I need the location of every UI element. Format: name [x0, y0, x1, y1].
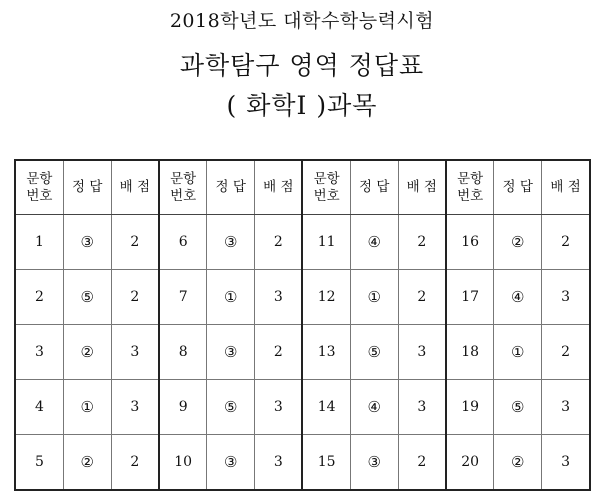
question-number: 6 [159, 215, 207, 270]
score-cell: 3 [398, 325, 446, 380]
answer-cell: ③ [207, 325, 255, 380]
answer-cell: ③ [207, 215, 255, 270]
question-number: 20 [446, 435, 494, 490]
score-cell: 3 [542, 435, 590, 490]
col-header-number: 문항 번호 [302, 161, 350, 215]
score-cell: 3 [255, 380, 303, 435]
col-header-number: 문항 번호 [159, 161, 207, 215]
question-number: 5 [16, 435, 64, 490]
table-row [16, 435, 590, 490]
score-cell: 2 [542, 325, 590, 380]
col-header-answer: 정 답 [494, 161, 542, 215]
score-cell: 2 [255, 325, 303, 380]
answer-cell: ① [207, 270, 255, 325]
question-number: 1 [16, 215, 64, 270]
question-number: 10 [159, 435, 207, 490]
score-cell: 2 [255, 215, 303, 270]
col-header-score: 배 점 [542, 161, 590, 215]
score-cell: 3 [542, 270, 590, 325]
answer-cell: ⑤ [350, 325, 398, 380]
question-number: 15 [302, 435, 350, 490]
col-header-score: 배 점 [111, 161, 159, 215]
question-number: 13 [302, 325, 350, 380]
answer-cell: ③ [63, 215, 111, 270]
col-header-number: 문항 번호 [446, 161, 494, 215]
question-number: 12 [302, 270, 350, 325]
question-number: 7 [159, 270, 207, 325]
answer-cell: ② [63, 435, 111, 490]
col-header-answer: 정 답 [207, 161, 255, 215]
answer-cell: ② [494, 215, 542, 270]
answer-cell: ⑤ [207, 380, 255, 435]
score-cell: 3 [398, 380, 446, 435]
table-row [16, 380, 590, 435]
score-cell: 2 [398, 270, 446, 325]
table-row [16, 270, 590, 325]
answer-cell: ④ [494, 270, 542, 325]
score-cell: 3 [542, 380, 590, 435]
answer-cell: ① [63, 380, 111, 435]
col-header-answer: 정 답 [63, 161, 111, 215]
col-header-number: 문항 번호 [16, 161, 64, 215]
answer-cell: ④ [350, 380, 398, 435]
question-number: 16 [446, 215, 494, 270]
question-number: 17 [446, 270, 494, 325]
question-number: 14 [302, 380, 350, 435]
answer-key-table [15, 160, 590, 490]
score-cell: 2 [542, 215, 590, 270]
question-number: 3 [16, 325, 64, 380]
question-number: 8 [159, 325, 207, 380]
score-cell: 2 [398, 215, 446, 270]
score-cell: 2 [111, 435, 159, 490]
col-header-score: 배 점 [398, 161, 446, 215]
col-header-score: 배 점 [255, 161, 303, 215]
table-header-row [16, 161, 590, 215]
col-header-answer: 정 답 [350, 161, 398, 215]
score-cell: 2 [398, 435, 446, 490]
answer-cell: ⑤ [63, 270, 111, 325]
score-cell: 3 [255, 435, 303, 490]
answer-cell: ③ [350, 435, 398, 490]
score-cell: 2 [111, 215, 159, 270]
score-cell: 2 [111, 270, 159, 325]
question-number: 9 [159, 380, 207, 435]
answer-cell: ① [494, 325, 542, 380]
score-cell: 3 [255, 270, 303, 325]
table-row [16, 215, 590, 270]
answer-cell: ② [63, 325, 111, 380]
question-number: 4 [16, 380, 64, 435]
score-cell: 3 [111, 380, 159, 435]
score-cell: 3 [111, 325, 159, 380]
question-number: 11 [302, 215, 350, 270]
answer-cell: ④ [350, 215, 398, 270]
question-number: 18 [446, 325, 494, 380]
section-title: 과학탐구 영역 정답표 [179, 51, 425, 80]
answer-cell: ③ [207, 435, 255, 490]
answer-cell: ① [350, 270, 398, 325]
table-row [16, 325, 590, 380]
exam-title: 2018학년도 대학수학능력시험 [169, 10, 435, 32]
answer-cell: ⑤ [494, 380, 542, 435]
question-number: 19 [446, 380, 494, 435]
answer-cell: ② [494, 435, 542, 490]
subject-title: ( 화학Ⅰ )과목 [226, 91, 378, 120]
question-number: 2 [16, 270, 64, 325]
